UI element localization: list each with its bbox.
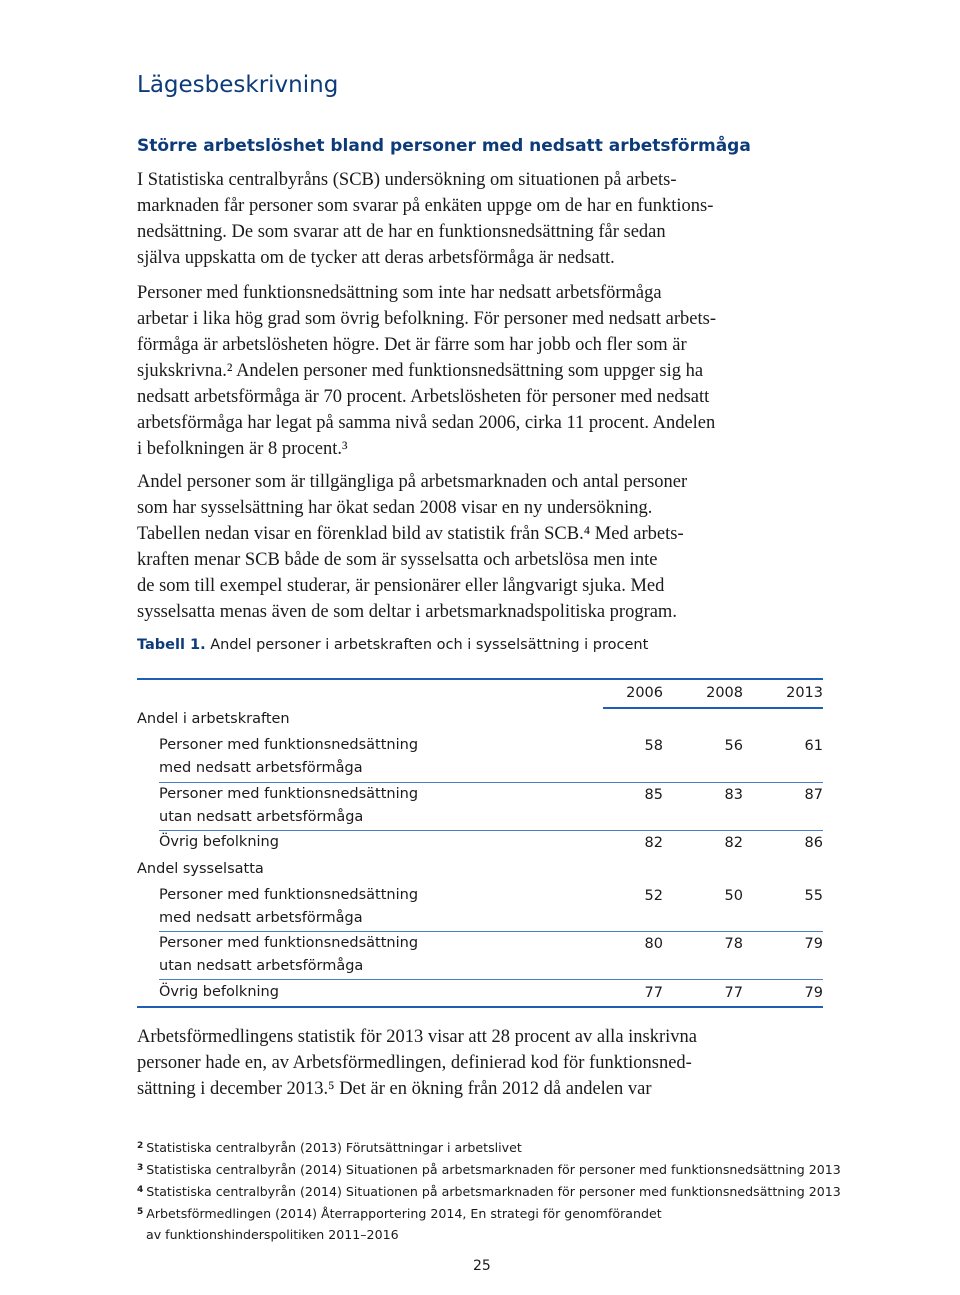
footnote-text: Arbetsförmedlingen (2014) Återrapportering 2014, En strategi för genomförandet <box>146 1206 662 1221</box>
table-cell: 56 <box>724 738 743 754</box>
table-bottom-rule <box>137 1006 823 1008</box>
text-line: arbetar i lika hög grad som övrig befolkning. För personer med nedsatt arbets- <box>137 309 716 329</box>
table-cell: 82 <box>644 835 663 851</box>
text-line: arbetsförmåga har legat på samma nivå sedan 2006, cirka 11 procent. Andelen <box>137 413 716 433</box>
table-cell: 85 <box>644 787 663 803</box>
footnote-text: Statistiska centralbyrån (2014) Situationen på arbetsmarknaden för personer med funktionsnedsättning 2013 <box>146 1162 841 1177</box>
table-cell: 78 <box>724 936 743 952</box>
table-row-label <box>159 831 279 854</box>
table-cell: 87 <box>804 787 823 803</box>
text-line: kraften menar SCB både de som är sysselsatta och arbetslösa men inte <box>137 550 658 570</box>
text-line: nedsättning. De som svarar att de har en funktionsnedsättning får sedan <box>137 222 666 242</box>
table-cell: 61 <box>804 738 823 754</box>
footnote-number: 5 <box>137 1207 144 1217</box>
text-line: sjukskrivna.² Andelen personer med funktionsnedsättning som uppger sig ha <box>137 361 704 381</box>
statistics-table <box>137 678 823 1008</box>
text-line: de som till exempel studerar, är pensionärer eller långvarigt sjuka. Med <box>137 576 665 596</box>
column-header-2008: 2008 <box>706 685 743 701</box>
text-line: sättning i december 2013.⁵ Det är en ökning från 2012 då andelen var <box>137 1079 652 1099</box>
table-caption-label: Tabell 1. <box>137 637 206 653</box>
table-row-label <box>159 783 418 829</box>
page-title: Lägesbeskrivning <box>137 72 339 98</box>
column-header-2006: 2006 <box>626 685 663 701</box>
footnote-number: 3 <box>137 1163 144 1173</box>
row-divider <box>159 979 823 980</box>
text-line: I Statistiska centralbyråns (SCB) undersökning om situationen på arbets- <box>137 170 677 190</box>
table-row-label <box>159 981 279 1004</box>
table-cell: 82 <box>724 835 743 851</box>
group-title-labour-force: Andel i arbetskraften <box>137 711 290 727</box>
row-label-line: Övrig befolkning <box>159 984 279 1000</box>
text-line: själva uppskatta om de tycker att deras arbetsförmåga är nedsatt. <box>137 248 615 268</box>
table-top-rule <box>137 678 823 680</box>
footnote <box>137 1158 841 1180</box>
table-cell: 77 <box>724 985 743 1001</box>
text-line: Andel personer som är tillgängliga på arbetsmarknaden och antal personer <box>137 472 688 492</box>
text-line: som har sysselsättning har ökat sedan 2008 visar en ny undersökning. <box>137 498 653 518</box>
footnote <box>137 1180 841 1202</box>
footnotes <box>137 1136 841 1245</box>
row-label-line: Personer med funktionsnedsättning <box>159 786 419 802</box>
text-line: marknaden får personer som svarar på enkäten uppge om de har en funktions- <box>137 196 714 216</box>
table-row-label <box>159 884 418 930</box>
footnote-continuation: av funktionshinderspolitiken 2011–2016 <box>146 1227 399 1242</box>
page-number: 25 <box>473 1258 491 1274</box>
table-row-label <box>159 734 418 780</box>
table-cell: 86 <box>804 835 823 851</box>
table-cell: 52 <box>644 888 663 904</box>
table-cell: 77 <box>644 985 663 1001</box>
text-line: Arbetsförmedlingens statistik för 2013 visar att 28 procent av alla inskrivna <box>137 1027 698 1047</box>
footnote-number: 4 <box>137 1185 144 1195</box>
table-cell: 79 <box>804 985 823 1001</box>
footnote <box>137 1136 827 1158</box>
group-title-employed: Andel sysselsatta <box>137 861 264 877</box>
row-label-line: med nedsatt arbetsförmåga <box>159 910 363 926</box>
row-label-line: Personer med funktionsnedsättning <box>159 737 419 753</box>
paragraph-3 <box>137 469 827 625</box>
text-line: nedsatt arbetsförmåga är 70 procent. Arbetslösheten för personer med nedsatt <box>137 387 710 407</box>
text-line: i befolkningen är 8 procent.³ <box>137 439 348 459</box>
table-cell: 79 <box>804 936 823 952</box>
row-label-line: utan nedsatt arbetsförmåga <box>159 958 364 974</box>
table-cell: 83 <box>724 787 743 803</box>
text-line: personer hade en, av Arbetsförmedlingen, definierad kod för funktionsned- <box>137 1053 692 1073</box>
column-header-2013: 2013 <box>786 685 823 701</box>
text-line: sysselsatta menas även de som deltar i arbetsmarknadspolitiska program. <box>137 602 677 622</box>
paragraph-4 <box>137 1024 827 1102</box>
footnote-text: Statistiska centralbyrån (2013) Förutsättningar i arbetslivet <box>146 1140 522 1155</box>
footnote-number: 2 <box>137 1141 144 1151</box>
paragraph-2 <box>137 280 827 462</box>
table-cell: 55 <box>804 888 823 904</box>
row-label-line: Övrig befolkning <box>159 834 279 850</box>
table-cell: 58 <box>644 738 663 754</box>
text-line: Personer med funktionsnedsättning som inte har nedsatt arbetsförmåga <box>137 283 662 303</box>
footnote-text: Statistiska centralbyrån (2014) Situationen på arbetsmarknaden för personer med funktionsnedsättning 2013 <box>146 1184 841 1199</box>
section-heading: Större arbetslöshet bland personer med nedsatt arbetsförmåga <box>137 136 751 156</box>
text-line: Tabellen nedan visar en förenklad bild av statistik från SCB.⁴ Med arbets- <box>137 524 684 544</box>
header-rule <box>603 707 823 709</box>
row-label-line: Personer med funktionsnedsättning <box>159 935 419 951</box>
row-label-line: Personer med funktionsnedsättning <box>159 887 419 903</box>
table-caption <box>137 637 648 653</box>
footnote <box>137 1202 827 1224</box>
paragraph-1 <box>137 167 827 271</box>
table-cell: 80 <box>644 936 663 952</box>
row-label-line: utan nedsatt arbetsförmåga <box>159 809 364 825</box>
row-label-line: med nedsatt arbetsförmåga <box>159 760 363 776</box>
table-cell: 50 <box>724 888 743 904</box>
table-caption-text: Andel personer i arbetskraften och i sysselsättning i procent <box>210 637 649 653</box>
table-row-label <box>159 932 418 978</box>
text-line: förmåga är arbetslösheten högre. Det är färre som har jobb och fler som är <box>137 335 687 355</box>
